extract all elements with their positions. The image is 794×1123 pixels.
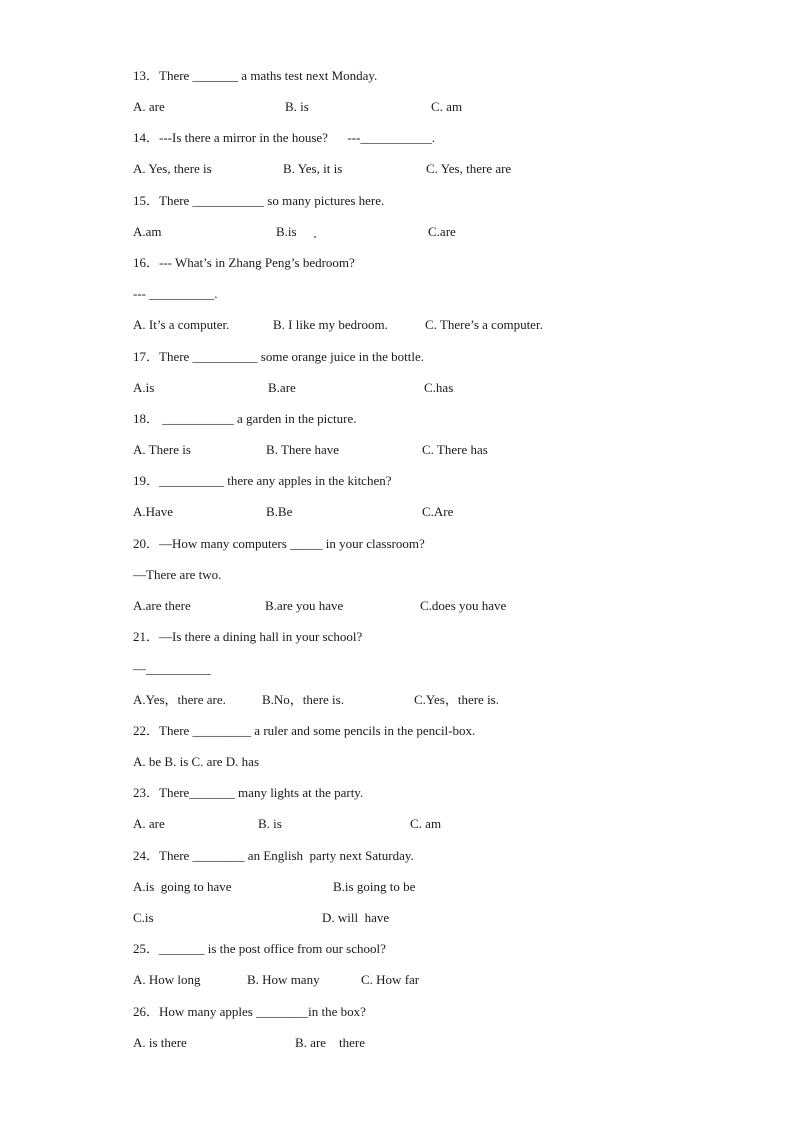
- option-25c: C. How far: [361, 972, 420, 987]
- answer-line-21: —__________: [133, 661, 211, 676]
- option-17b: B.are: [268, 380, 296, 395]
- option-16b: B. I like my bedroom.: [273, 317, 388, 332]
- question-16: 16．--- What’s in Zhang Peng’s bedroom?: [133, 255, 355, 270]
- option-20a: A.are there: [133, 598, 191, 613]
- question-24: 24．There ________ an English party next Saturday.: [133, 848, 414, 863]
- question-20: 20．—How many computers _____ in your classroom?: [133, 536, 425, 551]
- option-14b: B. Yes, it is: [283, 161, 343, 176]
- option-24d: D. will have: [322, 910, 390, 925]
- option-19b: B.Be: [266, 504, 293, 519]
- option-23a: A. are: [133, 816, 165, 831]
- question-14: 14．---Is there a mirror in the house? ---___________.: [133, 130, 436, 145]
- option-23b: B. is: [258, 816, 282, 831]
- question-15: 15．There ___________ so many pictures here.: [133, 193, 385, 208]
- option-13a: A. are: [133, 99, 165, 114]
- option-25a: A. How long: [133, 972, 201, 987]
- option-21c: C.Yes，there is.: [414, 692, 499, 707]
- option-24b: B.is going to be: [333, 879, 416, 894]
- option-14c: C. Yes, there are: [426, 161, 512, 176]
- question-26: 26．How many apples ________in the box?: [133, 1004, 366, 1019]
- option-15a: A.am: [133, 224, 162, 239]
- question-17: 17．There __________ some orange juice in the bottle.: [133, 349, 424, 364]
- stray-mark: [314, 236, 316, 238]
- option-19a: A.Have: [133, 504, 174, 519]
- option-18a: A. There is: [133, 442, 191, 457]
- question-23: 23．There_______ many lights at the party.: [133, 785, 364, 800]
- option-13b: B. is: [285, 99, 309, 114]
- option-17a: A.is: [133, 380, 155, 395]
- option-18b: B. There have: [266, 442, 340, 457]
- option-25b: B. How many: [247, 972, 320, 987]
- option-15b: B.is: [276, 224, 297, 239]
- question-22: 22．There _________ a ruler and some pencils in the pencil-box.: [133, 723, 476, 738]
- question-19: 19．__________ there any apples in the kitchen?: [133, 473, 392, 488]
- option-15c: C.are: [428, 224, 456, 239]
- option-18c: C. There has: [422, 442, 488, 457]
- option-16a: A. It’s a computer.: [133, 317, 230, 332]
- option-14a: A. Yes, there is: [133, 161, 212, 176]
- option-20b: B.are you have: [265, 598, 344, 613]
- option-21b: B.No，there is.: [262, 692, 344, 707]
- option-16c: C. There’s a computer.: [425, 317, 543, 332]
- option-26a: A. is there: [133, 1035, 187, 1050]
- question-21: 21．—Is there a dining hall in your school?: [133, 629, 363, 644]
- answer-line-16: --- __________.: [133, 286, 218, 301]
- option-24c: C.is: [133, 910, 154, 925]
- option-19c: C.Are: [422, 504, 454, 519]
- question-13: 13．There _______ a maths test next Monday.: [133, 68, 378, 83]
- answer-line-20: —There are two.: [133, 567, 222, 582]
- option-17c: C.has: [424, 380, 454, 395]
- option-24a: A.is going to have: [133, 879, 232, 894]
- question-25: 25．_______ is the post office from our school?: [133, 941, 386, 956]
- option-23c: C. am: [410, 816, 442, 831]
- options-22: A. be B. is C. are D. has: [133, 754, 260, 769]
- option-13c: C. am: [431, 99, 463, 114]
- option-20c: C.does you have: [420, 598, 507, 613]
- option-26b: B. are there: [295, 1035, 366, 1050]
- option-21a: A.Yes，there are.: [133, 692, 226, 707]
- question-18: 18． ___________ a garden in the picture.: [133, 411, 357, 426]
